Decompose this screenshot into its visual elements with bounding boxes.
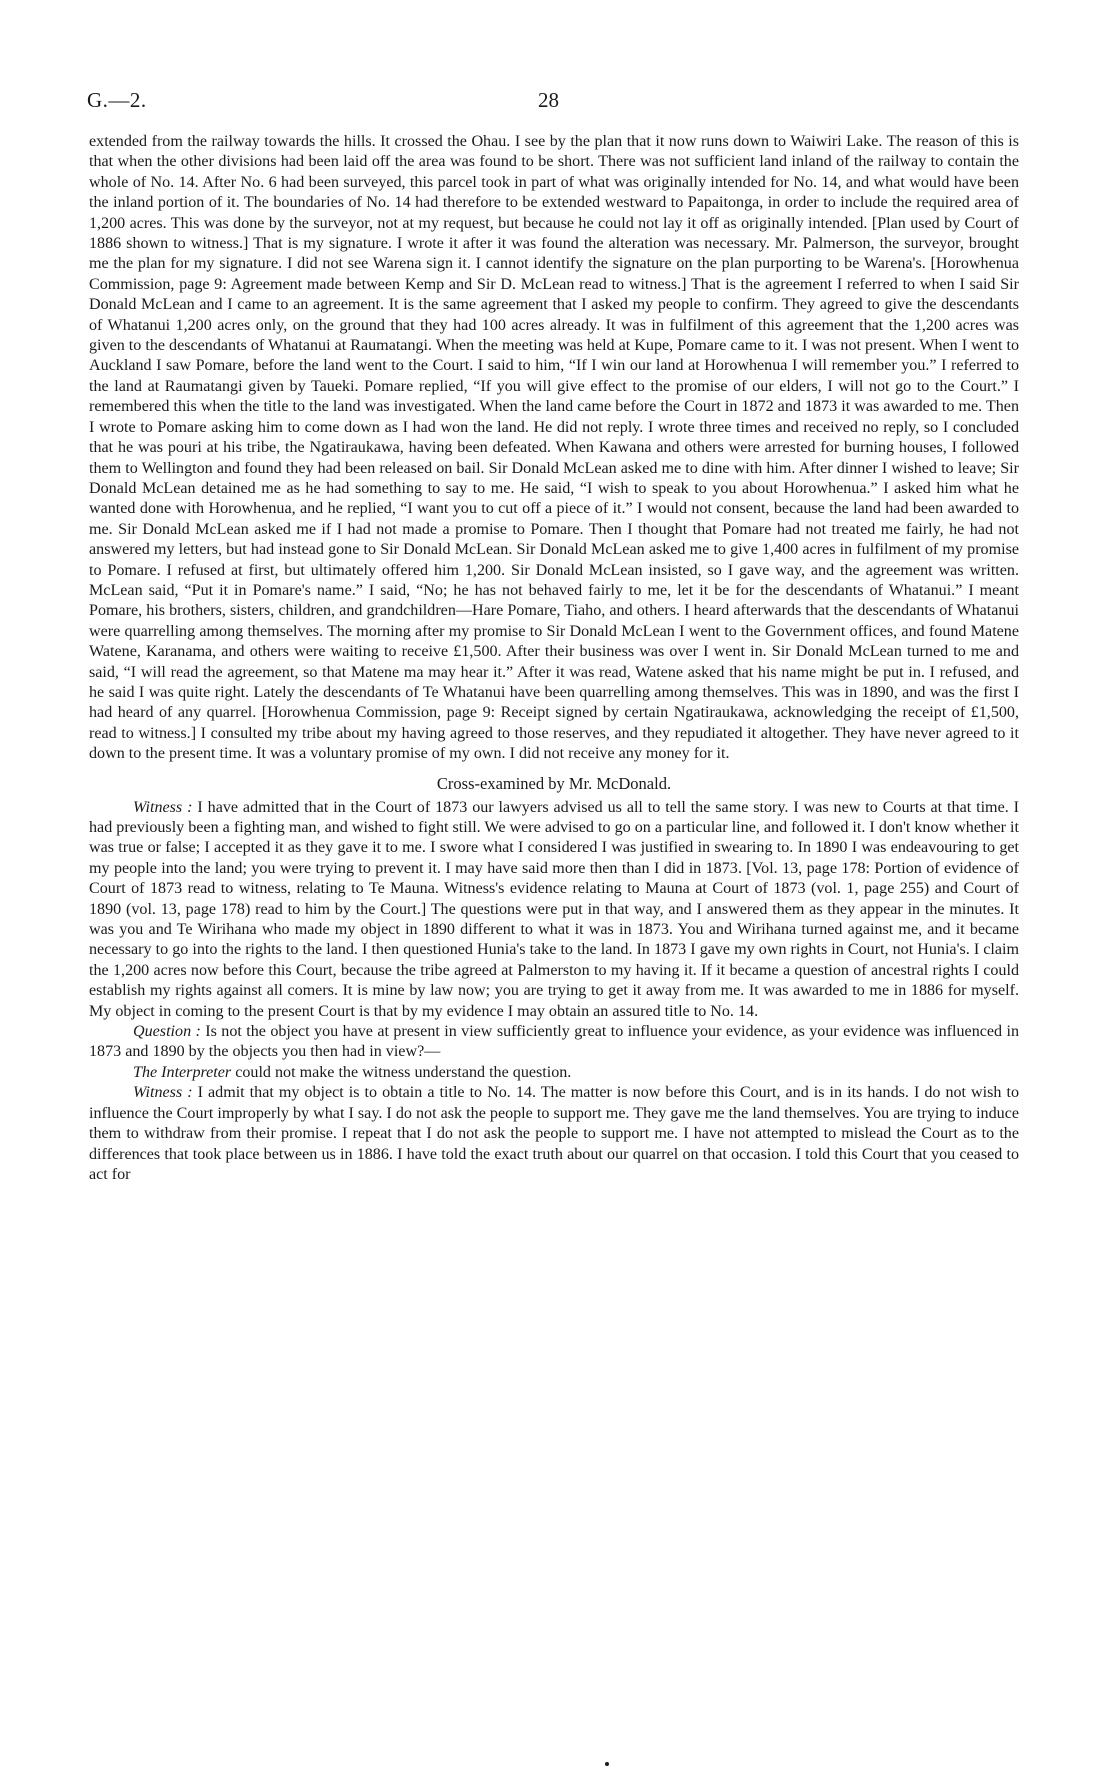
answer-text: I have admitted that in the Court of 1873 our lawyers advised us all to tell the same story. I was new to Courts at that time. I had previously been a fighting man, and wished to fight still. We were advised to go on a particular line, and followed it. I don't know whether it was true or false; I accepted it as they gave it to me. I swore what I considered I was justified in swearing to. In 1890 I was endeavouring to get my people into the land; you were trying to prevent it. I may have said more then than I did in 1873. [Vol. 13, page 178: Portion of evidence of Court of 1873 read to witness, relating to Te Mauna. Witness's evidence relating to Mauna at Court of 1873 (vol. 1, page 255) and Court of 1890 (vol. 13, page 178) read to him by the Court.] The questions were put in that way, and I answered them as they appear in the minutes. It was you and Te Wirihana who made my object in 1890 different to what it was in 1873. You and Wirihana turned against me, and it became necessary to go into the rights to the land. I then questioned Hunia's take to the land. In 1873 I gave my own rights in Court, not Hunia's. I claim the 1,200 acres now before this Court, because the tribe agreed at Palmerston to my having it. If it became a question of ancestral rights I could establish my rights against all comers. It is mine by law now; you are trying to get it away from me. It was awarded to me in 1886 for myself. My object in coming to the present Court is that by my evidence I may obtain an assured title to No. 14. <box>89 798 1020 1020</box>
document-page <box>89 88 1019 1185</box>
question-paragraph <box>89 1022 1019 1063</box>
speaker-label: The Interpreter <box>133 1063 232 1081</box>
speaker-label: Witness : <box>133 1084 193 1102</box>
cross-examination-heading: Cross-examined by Mr. McDonald. <box>436 773 672 793</box>
evidence-paragraph-1: extended from the railway towards the hills. It crossed the Ohau. I see by the plan that it now runs down to Waiwiri Lake. The reason of this is that when the other divisions had been laid off the area was found to be short. There was not sufficient land inland of the railway to contain the whole of No. 14. After No. 6 had been surveyed, this parcel took in part of what was originally intended for No. 14, and what would have been the inland portion of it. The boundaries of No. 14 had therefore to be extended westward to Papaitonga, in order to include the required area of 1,200 acres. This was done by the surveyor, not at my request, but because he could not lay it off as originally intended. [Plan used by Court of 1886 shown to witness.] That is my signature. I wrote it after it was found the alteration was necessary. Mr. Palmerson, the surveyor, brought me the plan for my signature. I did not see Warena sign it. I cannot identify the signature on the plan purporting to be Warena's. [Horowhenua Commission, page 9: Agreement made between Kemp and Sir D. McLean read to witness.] That is the agreement I referred to when I said Sir Donald McLean and I came to an agreement. It is the same agreement that I asked my people to confirm. They agreed to give the descendants of Whatanui 1,200 acres only, on the ground that they had 100 acres already. It was in fulfilment of this agreement that the 1,200 acres was given to the descendants of Whatanui at Raumatangi. When the meeting was held at Kupe, Pomare came to it. I was not present. When I went to Auckland I saw Pomare, before the land went to the Court. I said to him, “If I win our land at Horowhenua I will remember you.” I referred to the land at Raumatangi given by Taueki. Pomare replied, “If you will give effect to the promise of our elders, I will not go to the Court.” I remembered this when the title to the land was investigated. When the land came before the Court in 1872 and 1873 it was awarded to me. Then I wrote to Pomare asking him to come down as I had won the land. He did not reply. I wrote three times and received no reply, so I concluded that he was pouri at his tribe, the Ngatiraukawa, having been defeated. When Kawana and others were arrested for burning houses, I followed them to Wellington and found they had been released on bail. Sir Donald McLean asked me to dine with him. After dinner I wished to leave; Sir Donald McLean detained me as he had something to say to me. He said, “I wish to speak to you about Horowhenua.” I asked him what he wanted done with Horowhenua, and he replied, “I want you to cut off a piece of it.” I would not consent, because the land had been awarded to me. Sir Donald McLean asked me if I had not made a promise to Pomare. Then I thought that Pomare had not treated me fairly, he had not answered my letters, but had instead gone to Sir Donald McLean. Sir Donald McLean asked me to give 1,400 acres in fulfilment of my promise to Pomare. I refused at first, but ultimately offered him 1,200. Sir Donald McLean insisted, so I gave way, and the agreement was written. McLean said, “Put it in Pomare's name.” I said, “No; he has not behaved fairly to me, let it be for the descendants of Whatanui.” I meant Pomare, his brothers, sisters, children, and grandchildren—Hare Pomare, Tiaho, and others. I heard afterwards that the descendants of Whatanui were quarrelling among themselves. The morning after my promise to Sir Donald McLean I went to the Government offices, and found Matene Watene, Karanama, and others were waiting to receive £1,500. After their business was over I went in. Sir Donald McLean turned to me and said, “I will read the agreement, so that Matene ma may hear it.” After it was read, Watene asked that his name might be put in. I refused, and he said I was quite right. Lately the descendants of Te Whatanui have been quarrelling among themselves. This was in 1890, and was the first I had heard of any quarrel. [Horowhenua Commission, page 9: Receipt signed by certain Ngatiraukawa, acknowledging the receipt of £1,500, read to witness.] I consulted my tribe about my having agreed to those reserves, and they repudiated it altogether. They have never agreed to it down to the present time. It was a voluntary promise of my own. I did not receive any money for it. <box>89 133 1019 763</box>
question-text: Is not the object you have at present in view sufficiently great to influence your evidence, as your evidence was influenced in 1873 and 1890 by the objects you then had in view?— <box>89 1023 1019 1061</box>
speaker-label: Question : <box>133 1023 201 1041</box>
witness-answer-1 <box>89 798 1019 1022</box>
body-text <box>89 132 1019 1185</box>
witness-answer-2 <box>89 1083 1019 1185</box>
interpreter-note <box>89 1063 1019 1083</box>
document-reference: G.—2. <box>87 88 147 112</box>
answer-text: I admit that my object is to obtain a title to No. 14. The matter is now before this Court, and is in its hands. I do not wish to influence the Court improperly by what I say. I do not ask the people to support me. They gave me the land themselves. You are trying to induce them to withdraw from their promise. I repeat that I do not ask the people to support me. I have not attempted to mislead the Court as to the differences that took place between us in 1886. I have told the exact truth about our quarrel on that occasion. I told this Court that you ceased to act for <box>89 1084 1020 1183</box>
page-header <box>89 88 1019 132</box>
page-mark <box>605 1762 609 1766</box>
page-number: 28 <box>538 88 559 112</box>
interpreter-text: could not make the witness understand the question. <box>235 1063 572 1081</box>
speaker-label: Witness : <box>133 798 193 816</box>
